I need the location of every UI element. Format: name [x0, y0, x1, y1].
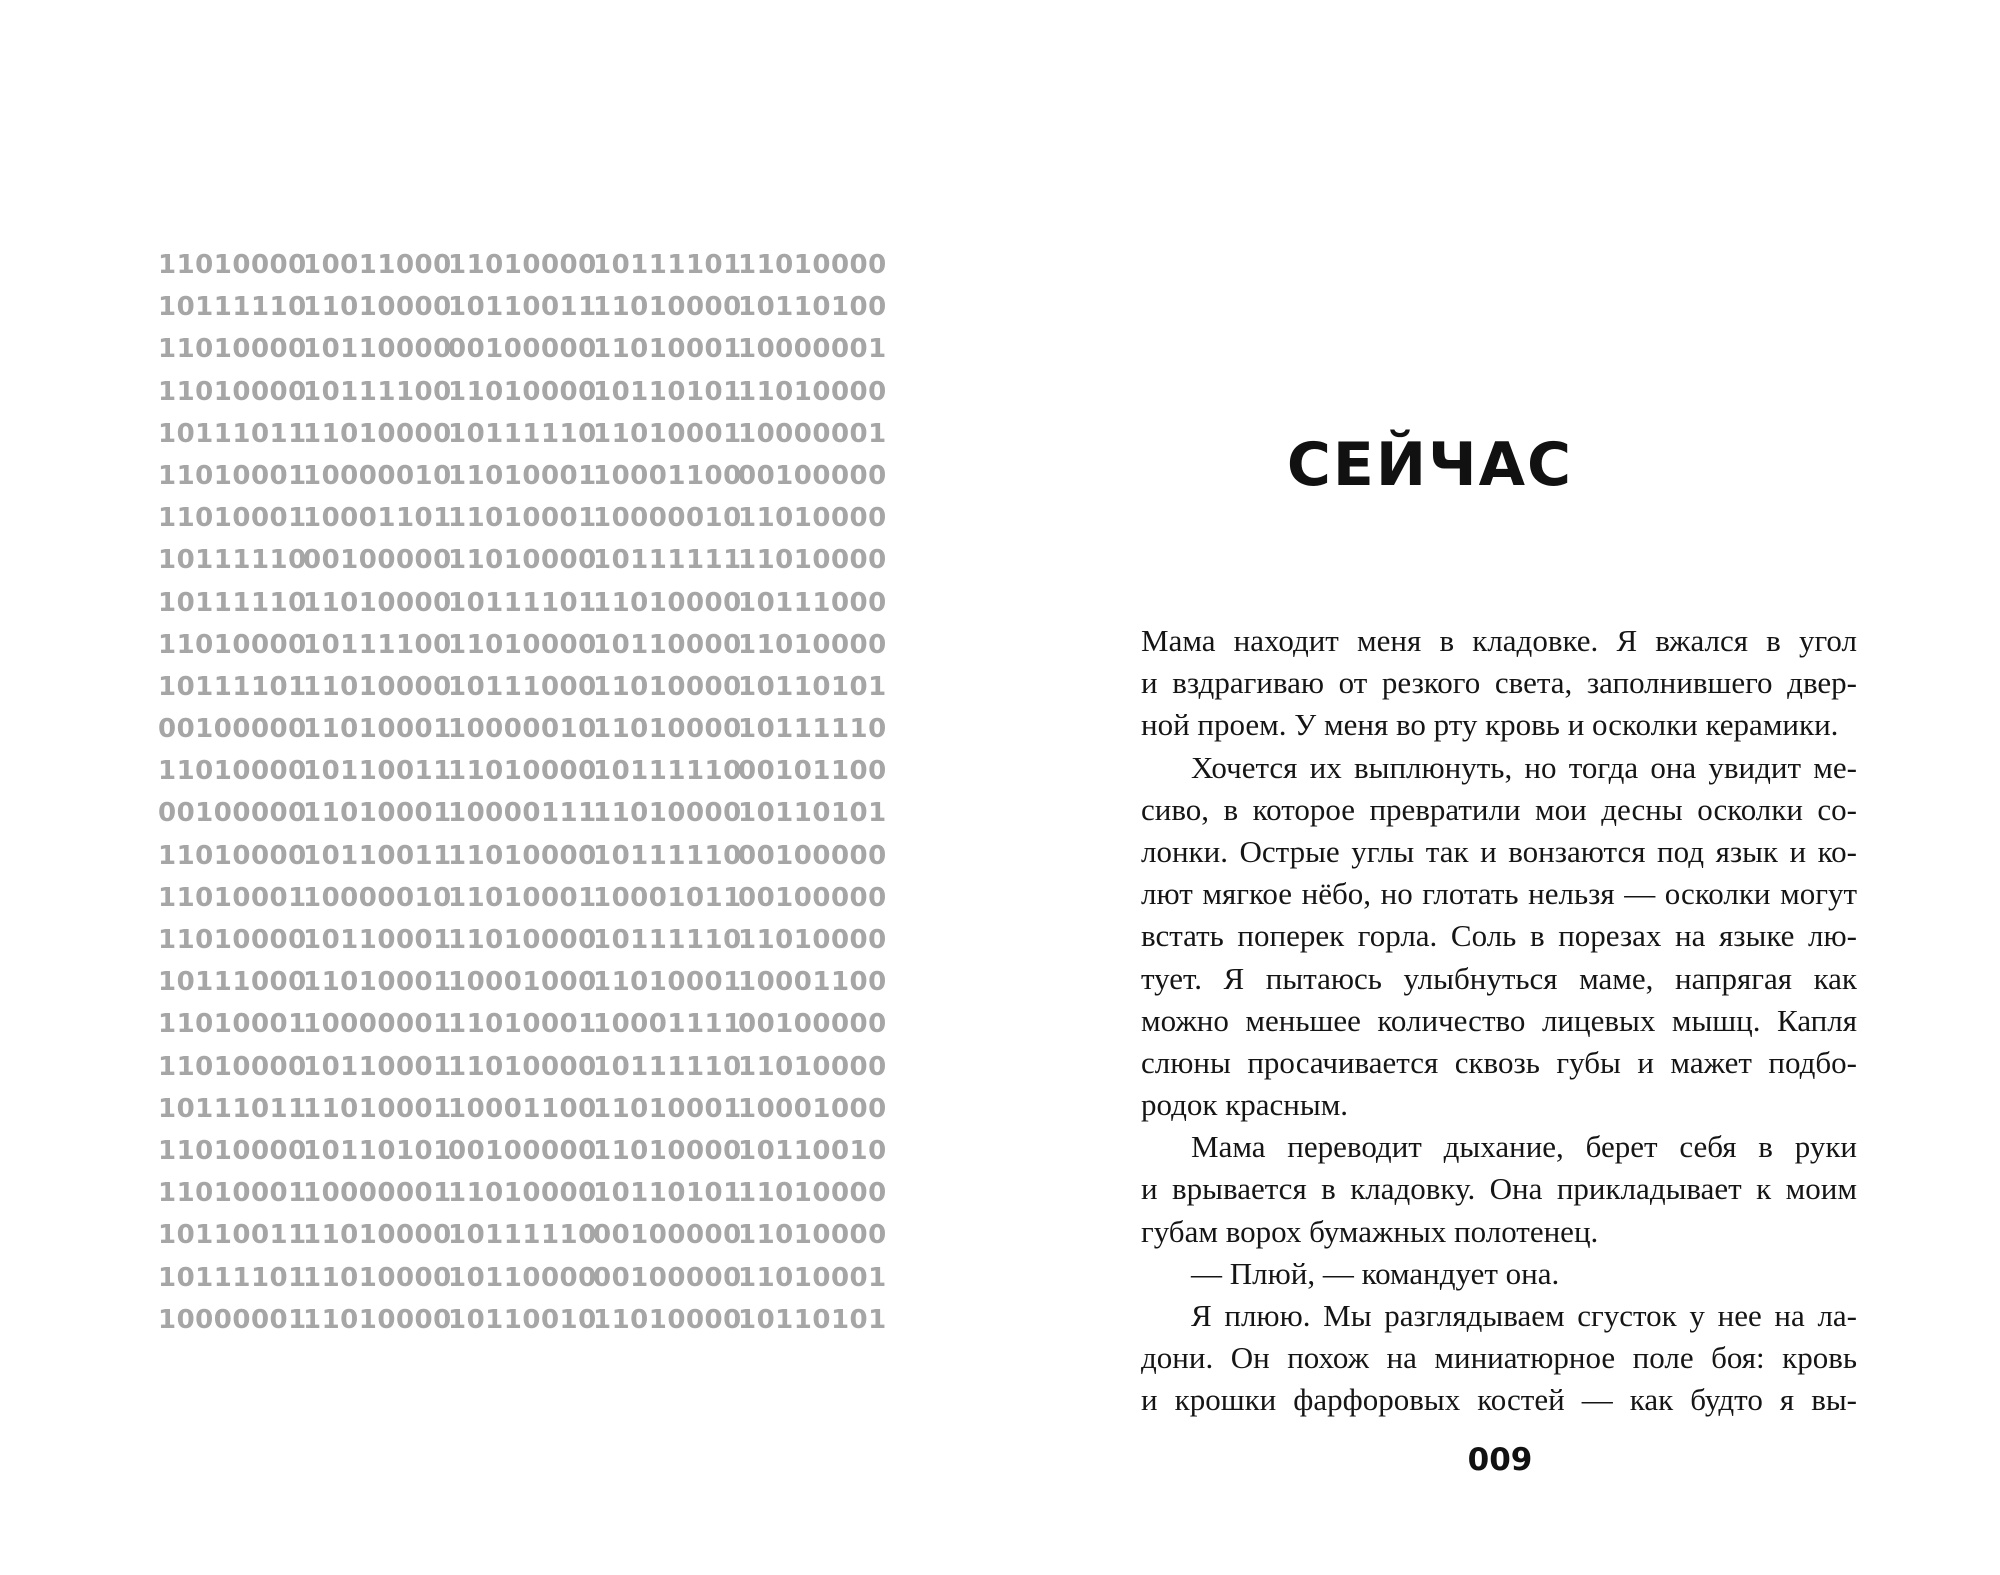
binary-word: 11010000: [593, 1304, 742, 1335]
binary-word: 11010000: [303, 1262, 452, 1293]
binary-line: [158, 624, 887, 666]
binary-line: [158, 371, 887, 413]
binary-line: [158, 1003, 887, 1045]
binary-word: 11010000: [158, 334, 307, 365]
binary-word: 11010000: [738, 376, 887, 407]
binary-word: 11010000: [158, 1051, 307, 1082]
binary-word: 11010001: [158, 1009, 307, 1040]
binary-word: 11010001: [158, 503, 307, 534]
binary-text-block: [158, 244, 887, 1341]
binary-word: 10000010: [448, 714, 597, 745]
binary-line: [158, 792, 887, 834]
binary-word: 11010000: [593, 1135, 742, 1166]
binary-line: [158, 1130, 887, 1172]
binary-line: [158, 1172, 887, 1214]
binary-word: 11010000: [738, 1178, 887, 1209]
binary-word: 11010000: [448, 840, 597, 871]
binary-word: 11010000: [303, 292, 452, 323]
binary-line: [158, 708, 887, 750]
binary-line: [158, 1214, 887, 1256]
binary-line: [158, 582, 887, 624]
binary-word: 10001101: [303, 503, 452, 534]
binary-line: [158, 835, 887, 877]
binary-word: 11010000: [158, 756, 307, 787]
binary-word: 11010001: [448, 503, 597, 534]
binary-word: 10111101: [593, 250, 742, 280]
binary-word: 11010000: [448, 376, 597, 407]
binary-word: 11010000: [738, 1220, 887, 1251]
binary-word: 10110010: [738, 1135, 887, 1166]
text-line: Хочется их выплюнуть, но тогда она увидит ме-: [1191, 749, 1857, 785]
binary-word: 10110011: [303, 756, 452, 787]
binary-line: [158, 1046, 887, 1088]
binary-word: 10111011: [158, 418, 307, 449]
binary-word: 00100000: [593, 1220, 742, 1251]
binary-word: 00100000: [738, 1009, 887, 1040]
binary-word: 11010001: [158, 1178, 307, 1209]
binary-word: 10000010: [303, 882, 452, 913]
binary-word: 11010001: [593, 1093, 742, 1124]
binary-line: [158, 497, 887, 539]
text-line: Я плюю. Мы разглядываем сгусток у нее на ла-: [1191, 1298, 1857, 1333]
binary-word: 10111110: [593, 925, 742, 955]
binary-word: 10111011: [158, 1093, 307, 1124]
text-line: лонки. Острые углы так и вонзаются под язык и ко-: [1141, 833, 1857, 869]
binary-word: 10110100: [738, 292, 887, 323]
binary-word: 10001111: [593, 1009, 742, 1040]
binary-word: 11010000: [448, 629, 597, 660]
text-line: лют мягкое нёбо, но глотать нельзя — осколки могут: [1141, 876, 1857, 912]
binary-line: [158, 961, 887, 1003]
binary-line: [158, 1257, 887, 1299]
binary-word: 10001100: [448, 1093, 597, 1124]
binary-word: 11010000: [303, 671, 452, 702]
text-line: слюны просачивается сквозь губы и мажет подбо-: [1141, 1044, 1857, 1080]
text-line: — Плюй, — командует она.: [1191, 1255, 1560, 1291]
binary-line: [158, 919, 887, 961]
binary-word: 10000001: [738, 334, 887, 365]
chapter-title: СЕЙЧАС: [1286, 430, 1574, 500]
binary-word: 11010000: [448, 1051, 597, 1082]
binary-word: 11010000: [158, 925, 307, 955]
binary-word: 11010001: [738, 1262, 887, 1293]
binary-word: 00101100: [738, 756, 887, 787]
binary-word: 10001011: [593, 882, 742, 913]
binary-word: 11010001: [448, 882, 597, 913]
binary-word: 10110000: [448, 1262, 597, 1293]
binary-word: 00100000: [158, 714, 307, 745]
binary-word: 11010000: [738, 545, 887, 576]
binary-word: 11010001: [303, 714, 452, 745]
binary-word: 11010000: [448, 250, 597, 280]
text-line: тует. Я пытаюсь улыбнуться маме, напрягая как: [1141, 960, 1857, 996]
binary-word: 10110101: [593, 376, 742, 407]
binary-word: 10111110: [158, 292, 307, 323]
binary-line: [158, 286, 887, 328]
binary-word: 11010000: [738, 1051, 887, 1082]
binary-word: 10111100: [303, 376, 452, 407]
binary-word: 10001100: [738, 967, 887, 998]
binary-word: 10000001: [303, 1178, 452, 1209]
binary-word: 11010001: [158, 882, 307, 913]
text-line: губам ворох бумажных полотенец.: [1141, 1213, 1599, 1249]
text-line: родок красным.: [1141, 1087, 1349, 1123]
binary-word: 10111110: [448, 418, 597, 449]
binary-word: 10111101: [158, 671, 307, 702]
binary-word: 10000001: [158, 1304, 307, 1335]
binary-word: 11010000: [593, 714, 742, 745]
binary-word: 10001000: [448, 967, 597, 998]
binary-word: 11010000: [593, 671, 742, 702]
binary-line: [158, 1088, 887, 1130]
binary-word: 10110000: [593, 629, 742, 660]
text-line: можно меньшее количество лицевых мышц. Капля: [1141, 1002, 1857, 1038]
binary-word: 10110011: [448, 292, 597, 323]
binary-word: 10110000: [303, 334, 452, 365]
binary-word: 00100000: [448, 1135, 597, 1166]
binary-word: 10110011: [303, 840, 452, 871]
binary-word: 00100000: [738, 882, 887, 913]
binary-word: 11010000: [593, 798, 742, 829]
binary-word: 10000001: [303, 1009, 452, 1040]
binary-word: 11010001: [303, 1093, 452, 1124]
binary-word: 10110101: [303, 1135, 452, 1166]
text-line: ной проем. У меня во рту кровь и осколки керамики.: [1141, 707, 1839, 743]
binary-word: 11010000: [448, 545, 597, 576]
binary-word: 11010000: [738, 629, 887, 660]
binary-word: 11010001: [448, 460, 597, 491]
binary-word: 10111110: [158, 587, 307, 618]
binary-word: 11010000: [593, 587, 742, 618]
binary-word: 00100000: [303, 545, 452, 576]
binary-word: 10000010: [593, 503, 742, 534]
binary-word: 10110010: [448, 1304, 597, 1335]
text-line: встать поперек горла. Соль в порезах на языке лю-: [1141, 918, 1857, 954]
text-line: дони. Он похож на миниатюрное поле боя: кровь: [1141, 1340, 1857, 1376]
binary-word: 11010000: [593, 292, 742, 323]
binary-word: 11010000: [158, 629, 307, 660]
binary-word: 10000001: [738, 418, 887, 449]
text-line: Мама находит меня в кладовке. Я вжался в угол: [1141, 623, 1857, 658]
body-text: [1141, 620, 1857, 1422]
binary-line: [158, 666, 887, 708]
binary-line: [158, 413, 887, 455]
binary-word: 00100000: [738, 460, 887, 491]
binary-word: 11010000: [448, 925, 597, 955]
binary-word: 10110101: [738, 671, 887, 702]
binary-word: 10001100: [593, 460, 742, 491]
binary-word: 00100000: [738, 840, 887, 871]
binary-word: 11010001: [158, 460, 307, 491]
binary-line: [158, 877, 887, 919]
binary-word: 10111111: [593, 545, 742, 576]
text-line: и крошки фарфоровых костей — как будто я вы-: [1141, 1382, 1857, 1418]
binary-word: 10111101: [158, 1262, 307, 1293]
binary-line: [158, 539, 887, 581]
binary-word: 11010000: [738, 925, 887, 955]
binary-word: 11010000: [158, 376, 307, 407]
page-number: 009: [1467, 1442, 1533, 1478]
binary-word: 10111101: [448, 587, 597, 618]
binary-word: 11010001: [448, 1009, 597, 1040]
text-line: и врывается в кладовку. Она прикладывает к моим: [1141, 1171, 1857, 1207]
binary-word: 10111000: [448, 671, 597, 702]
binary-line: [158, 750, 887, 792]
binary-word: 11010001: [303, 967, 452, 998]
binary-word: 11010000: [448, 756, 597, 787]
binary-line: [158, 244, 887, 286]
binary-word: 10110101: [738, 798, 887, 829]
binary-word: 10110001: [303, 1051, 452, 1082]
binary-word: 11010000: [303, 1304, 452, 1335]
binary-line: [158, 1299, 887, 1341]
text-line: сиво, в которое превратили мои десны осколки со-: [1141, 791, 1857, 827]
binary-word: 10110101: [593, 1178, 742, 1209]
binary-line: [158, 455, 887, 497]
binary-word: 10111110: [448, 1220, 597, 1251]
binary-word: 10111110: [158, 545, 307, 576]
text-line: и вздрагиваю от резкого света, заполнившего двер-: [1141, 665, 1857, 701]
binary-line: [158, 328, 887, 370]
binary-word: 11010000: [738, 250, 887, 280]
binary-word: 11010000: [303, 1220, 452, 1251]
binary-word: 10111110: [593, 1051, 742, 1082]
binary-word: 00100000: [593, 1262, 742, 1293]
binary-word: 11010000: [158, 1135, 307, 1166]
binary-word: 10110101: [738, 1304, 887, 1335]
binary-word: 10011000: [303, 250, 452, 280]
binary-word: 11010000: [303, 587, 452, 618]
binary-word: 11010000: [158, 250, 307, 280]
binary-word: 10000010: [303, 460, 452, 491]
binary-word: 00100000: [158, 798, 307, 829]
binary-word: 11010000: [303, 418, 452, 449]
binary-word: 11010000: [738, 503, 887, 534]
binary-word: 10111110: [593, 756, 742, 787]
binary-word: 10111000: [738, 587, 887, 618]
binary-word: 10111000: [158, 967, 307, 998]
binary-word: 00100000: [448, 334, 597, 365]
binary-word: 10111110: [593, 840, 742, 871]
binary-word: 11010001: [593, 418, 742, 449]
binary-word: 10111110: [738, 714, 887, 745]
binary-word: 10110001: [303, 925, 452, 955]
text-line: Мама переводит дыхание, берет себя в руки: [1191, 1129, 1857, 1165]
binary-word: 11010001: [593, 334, 742, 365]
binary-word: 11010000: [448, 1178, 597, 1209]
binary-word: 11010001: [593, 967, 742, 998]
binary-word: 11010001: [303, 798, 452, 829]
binary-word: 10001000: [738, 1093, 887, 1124]
binary-word: 11010000: [158, 840, 307, 871]
binary-word: 10110011: [158, 1220, 307, 1251]
binary-word: 10000111: [448, 798, 597, 829]
binary-word: 10111100: [303, 629, 452, 660]
